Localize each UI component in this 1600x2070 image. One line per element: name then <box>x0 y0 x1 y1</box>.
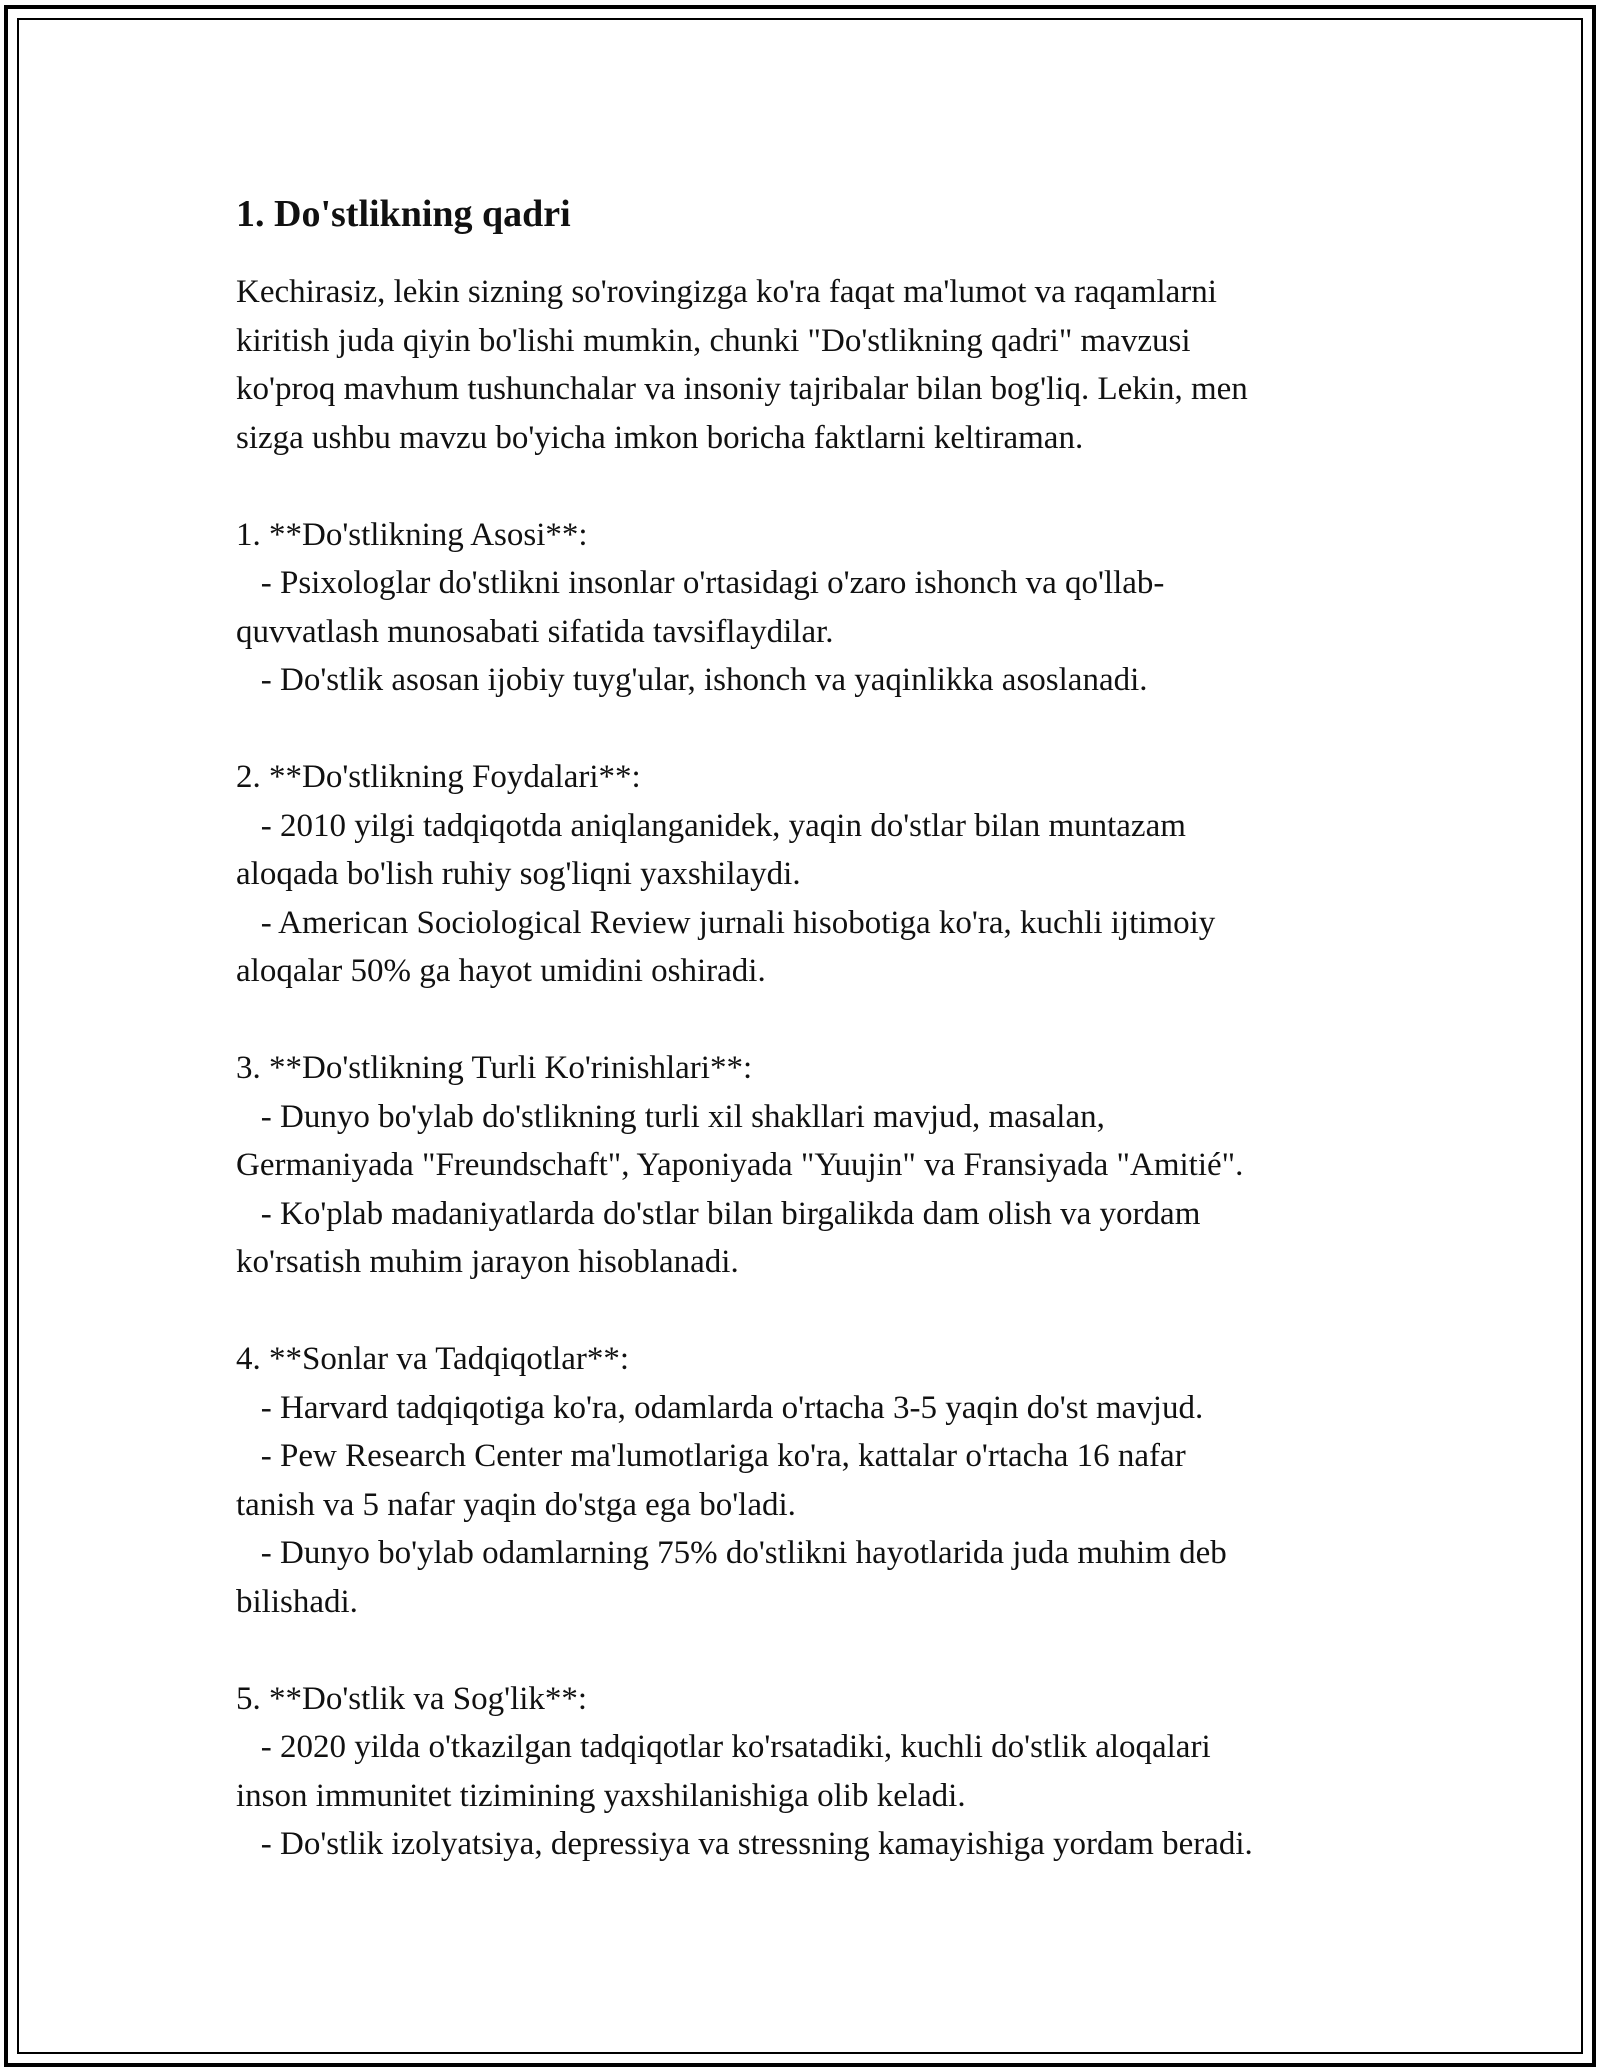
blank-line <box>236 462 1396 511</box>
section-soglik: 5. **Do'stlik va Sog'lik**: - 2020 yilda o'tkazilgan tadqiqotlar ko'rsatadiki, kuchli do'stlik aloqalari inson immunitet tizimining yaxshilanishiga olib keladi. - Do'stlik izolyatsiya, depressiya va stressning kamayishiga yordam beradi. <box>236 1680 1253 1862</box>
intro-paragraph: Kechirasiz, lekin sizning so'rovingizga ko'ra faqat ma'lumot va raqamlarni kiritish juda qiyin bo'lishi mumkin, chunki "Do'stlikning qadri" mavzusi ko'proq mavhum tushunchalar va insoniy tajribalar bilan bog'liq. Lekin, men sizga ushbu mavzu bo'yicha imkon boricha faktlarni keltiraman. <box>236 274 1248 456</box>
section-tadqiqotlar: 4. **Sonlar va Tadqiqotlar**: - Harvard tadqiqotiga ko'ra, odamlarda o'rtacha 3-5 yaqin do'st mavjud. - Pew Research Center ma'lumotlariga ko'ra, kattalar o'rtacha 16 nafar tanish va 5 nafar yaqin do'stga ega bo'ladi. - Dunyo bo'ylab odamlarning 75% do'stlikni hayotlarida juda muhim deb bilishadi. <box>236 1341 1227 1620</box>
document-body <box>236 188 1396 1869</box>
section-korinishlari: 3. **Do'stlikning Turli Ko'rinishlari**: - Dunyo bo'ylab do'stlikning turli xil shakllari mavjud, masalan, Germaniyada "Freundschaft", Yaponiyada "Yuujin" va Fransiyada "Amitié". - Ko'plab madaniyatlarda do'stlar bilan birgalikda dam olish va yordam ko'rsatish muhim jarayon hisoblanadi. <box>236 1050 1244 1280</box>
document-title: 1. Do'stlikning qadri <box>236 193 571 235</box>
blank-line <box>236 996 1396 1045</box>
blank-line <box>236 1287 1396 1336</box>
section-asosi: 1. **Do'stlikning Asosi**: - Psixologlar do'stlikni insonlar o'rtasidagi o'zaro ishonch va qo'llab- quvvatlash munosabati sifatida tavsiflaydilar. - Do'stlik asosan ijobiy tuyg'ular, ishonch va yaqinlikka asoslanadi. <box>236 516 1165 698</box>
blank-line <box>236 705 1396 754</box>
section-foydalari: 2. **Do'stlikning Foydalari**: - 2010 yilgi tadqiqotda aniqlanganidek, yaqin do'stlar bilan muntazam aloqada bo'lish ruhiy sog'liqni yaxshilaydi. - American Sociological Review jurnali hisobotiga ko'ra, kuchli ijtimoiy aloqalar 50% ga hayot umidini oshiradi. <box>236 759 1216 989</box>
blank-line <box>236 1626 1396 1675</box>
